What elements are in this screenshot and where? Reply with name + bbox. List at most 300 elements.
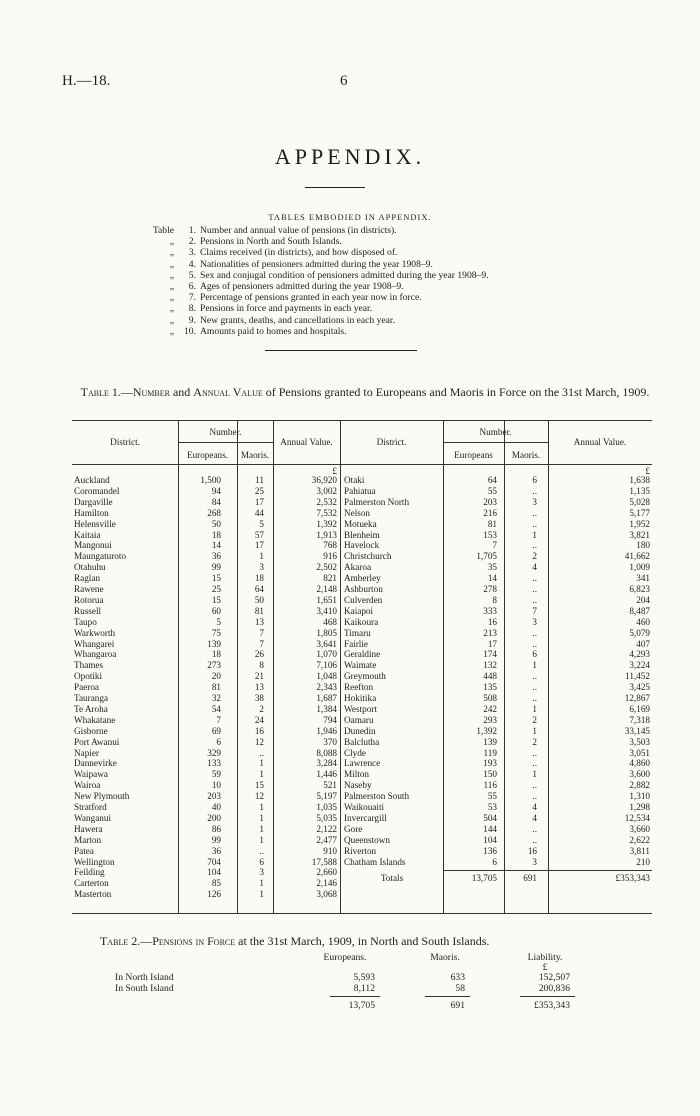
table1-europeans-value: 81 xyxy=(487,518,497,529)
table1-annual-value: 1,048 xyxy=(316,671,337,682)
table1-maoris-value: 12 xyxy=(254,736,264,747)
table1-annual-value: 1,070 xyxy=(316,649,337,660)
table1-maoris-value: .. xyxy=(259,845,264,856)
table1-annual-value: 2,343 xyxy=(316,682,337,693)
contents-item xyxy=(144,225,489,236)
table1-annual-value: 1,651 xyxy=(316,594,337,605)
table1-annual-value: 2,477 xyxy=(316,834,337,845)
table1-district-name: Whangaroa xyxy=(74,649,117,660)
table1-annual-value: 1,035 xyxy=(316,802,337,812)
table1-europeans-value: 36 xyxy=(211,551,221,562)
table1-europeans-value: 25 xyxy=(211,584,221,594)
contents-item-text: Ages of pensioners admitted during the year 1908–9. xyxy=(200,281,404,293)
table1-annual-value: 821 xyxy=(323,573,337,584)
table1-district-name: Raglan xyxy=(74,573,101,584)
table1-district-name: Clyde xyxy=(344,747,366,758)
table1-europeans-value: 116 xyxy=(483,780,497,791)
table1-annual-value: 17,588 xyxy=(311,856,337,867)
table1-europeans-value: 14 xyxy=(487,573,497,584)
table1-maoris-value: 3 xyxy=(532,616,537,627)
table1-europeans-value: 6 xyxy=(492,856,497,867)
table1-district-name: Coromandel xyxy=(74,485,120,496)
table2-totals-rule xyxy=(520,996,575,997)
contents-item xyxy=(144,236,489,247)
table1-europeans-value: 40 xyxy=(211,802,221,812)
contents-item-prefix: „ xyxy=(169,247,174,259)
table1-maoris-value: 25 xyxy=(254,485,264,496)
table1-europeans-value: 32 xyxy=(211,693,221,703)
table1-maoris-value: 4 xyxy=(532,562,537,573)
table1-maoris-value: 1 xyxy=(259,769,264,780)
table1-maoris-value: .. xyxy=(532,518,537,529)
table1-europeans-header: Europeans. xyxy=(186,450,229,460)
table1-europeans-value: 7 xyxy=(492,540,497,551)
table1-district-name: Thames xyxy=(74,660,104,671)
contents-item-text: New grants, deaths, and cancellations in each year. xyxy=(200,314,395,326)
table1-europeans-value: 50 xyxy=(211,518,221,529)
table1-caption-label: Table 1.—Number xyxy=(80,385,170,399)
table1-district-name: Wairoa xyxy=(74,780,101,791)
table1-europeans-value: 104 xyxy=(207,867,221,878)
table1-annual-value: 1,392 xyxy=(316,518,337,529)
table1-maoris-value: 6 xyxy=(532,649,537,660)
table1-annual-value: 6,823 xyxy=(629,584,650,594)
table1-district-name: Tauranga xyxy=(74,693,109,703)
table2-totals-rule xyxy=(330,996,380,997)
table2-caption-label: Table 2.—Pensions in Force xyxy=(100,934,236,948)
contents-item-prefix: „ xyxy=(169,292,174,304)
table1-europeans-value: 1,500 xyxy=(200,475,221,485)
table1-district-name: Dunedin xyxy=(344,725,376,736)
table1-europeans-value: 133 xyxy=(207,758,221,769)
table1-caption-rest: of Pensions granted to Europeans and Maoris in Force on the 31st March, 1909. xyxy=(262,385,650,399)
table1-maoris-header: Maoris. xyxy=(240,450,270,460)
table1-annual-value: 4,860 xyxy=(629,758,650,769)
table1-maoris-value: 3 xyxy=(259,867,264,878)
table1-annual-value: 3,224 xyxy=(629,660,650,671)
table1-annual-value: 3,600 xyxy=(629,769,650,780)
table1-annual-value: 1,946 xyxy=(316,725,337,736)
table1-europeans-header: Europeans xyxy=(454,450,493,460)
table1-europeans-value: 53 xyxy=(487,802,497,812)
table1-district-name: Palmerston North xyxy=(344,496,410,507)
table1-europeans-value: 18 xyxy=(211,529,221,540)
table1-maoris-value: 16 xyxy=(254,725,264,736)
table2-europeans-value: 5,593 xyxy=(353,972,375,983)
contents-item-prefix: „ xyxy=(169,269,174,281)
contents-item-text: Pensions in North and South Islands. xyxy=(200,236,342,248)
table1-maoris-value: .. xyxy=(532,682,537,693)
table1-maoris-value: .. xyxy=(532,780,537,791)
contents-item xyxy=(144,303,489,314)
table1-pound-sign: £ xyxy=(332,466,337,476)
contents-item-number: 8. xyxy=(188,303,196,315)
table1-totals-europeans: 13,705 xyxy=(471,873,497,884)
table1-europeans-value: 35 xyxy=(487,562,497,573)
table1-maoris-value: .. xyxy=(532,485,537,496)
table1-district-name: Paeroa xyxy=(74,682,99,693)
table1-maoris-value: .. xyxy=(532,594,537,605)
table1-district-name: Timaru xyxy=(344,627,371,638)
table1-annual-value: 5,197 xyxy=(316,791,337,802)
table1-district-name: Auckland xyxy=(74,475,110,485)
table1-annual-value: 12,534 xyxy=(624,812,650,823)
table1-annual-value: 341 xyxy=(636,573,650,584)
table1-district-name: Invercargill xyxy=(344,812,387,823)
table1-maoris-value: 7 xyxy=(259,638,264,649)
table1-maoris-value: 1 xyxy=(532,725,537,736)
table1-maoris-value: 15 xyxy=(254,780,264,791)
table1-maoris-value: 2 xyxy=(532,736,537,747)
table2-total-maoris: 691 xyxy=(450,1000,465,1011)
table1-europeans-value: 55 xyxy=(487,791,497,802)
table1-caption-annual: Annual Value xyxy=(193,385,263,399)
table1-district-name: Amberley xyxy=(344,573,381,584)
page-number: 6 xyxy=(340,73,348,89)
table1-maoris-value: 8 xyxy=(259,660,264,671)
contents-item-text: Amounts paid to homes and hospitals. xyxy=(200,325,347,337)
contents-item-prefix: „ xyxy=(169,314,174,326)
table1-europeans-value: 144 xyxy=(483,823,497,834)
table2-total-europeans: 13,705 xyxy=(348,1000,375,1011)
table1-district-name: Helensville xyxy=(74,518,116,529)
table1-maoris-value: 1 xyxy=(259,889,264,900)
table1-europeans-value: 193 xyxy=(483,758,497,769)
table1-annual-value: 1,135 xyxy=(629,485,650,496)
table2-total-liability: £353,343 xyxy=(534,1000,570,1011)
table1-europeans-value: 139 xyxy=(483,736,497,747)
table1-europeans-value: 200 xyxy=(207,812,221,823)
table1-district-name: Westport xyxy=(344,703,377,714)
table1-annual-value: 1,310 xyxy=(629,791,650,802)
contents-rule xyxy=(265,350,417,351)
table1-district-name: Maungaturoto xyxy=(74,551,127,562)
table1-district-name: Riverton xyxy=(344,845,377,856)
table1-district-name: New Plymouth xyxy=(74,791,130,802)
table1-europeans-value: 36 xyxy=(211,845,221,856)
contents-item-number: 1. xyxy=(188,225,196,236)
table1-europeans-value: 119 xyxy=(483,747,497,758)
contents-item-number: 5. xyxy=(188,269,196,281)
table1-maoris-value: 2 xyxy=(532,551,537,562)
table1-maoris-value: 17 xyxy=(254,540,264,551)
table1-maoris-value: .. xyxy=(532,834,537,845)
table1-annual-value: 5,177 xyxy=(629,507,650,518)
table1-district-name: Kaikoura xyxy=(344,616,379,627)
table1-annual-value: 2,502 xyxy=(316,562,337,573)
table1-europeans-value: 64 xyxy=(487,475,497,485)
appendix-title: APPENDIX. xyxy=(274,144,426,169)
table1-annual-value: 41,662 xyxy=(624,551,650,562)
table2-pound-sign: £ xyxy=(542,962,548,973)
table1-maoris-value: 1 xyxy=(259,823,264,834)
table1-district-name: Culverden xyxy=(344,594,383,605)
table1-district-name: Dargaville xyxy=(74,496,113,507)
table1-maoris-value: 1 xyxy=(259,812,264,823)
table1-district-name: Rotorua xyxy=(74,594,104,605)
table1-annual-value: 3,410 xyxy=(316,605,337,616)
table1-maoris-value: 7 xyxy=(532,605,537,616)
table1-district-name: Lawrence xyxy=(344,758,381,769)
table1-europeans-value: 1,392 xyxy=(476,725,497,736)
table1-europeans-value: 6 xyxy=(216,736,221,747)
table1-europeans-value: 333 xyxy=(483,605,497,616)
table1-maoris-value: 12 xyxy=(254,791,264,802)
table1-europeans-value: 55 xyxy=(487,485,497,496)
table1-maoris-value: 1 xyxy=(532,529,537,540)
table1-district-name: Milton xyxy=(344,769,370,780)
table1-europeans-value: 132 xyxy=(483,660,497,671)
table1-totals-label: Totals xyxy=(380,873,404,884)
contents-item xyxy=(144,315,489,326)
table1-district-name: Balclutha xyxy=(344,736,380,747)
table1-district-name: Port Awanui xyxy=(74,736,120,747)
table1-district-name: Rawene xyxy=(74,584,104,594)
table1-annual-value: 7,106 xyxy=(316,660,337,671)
table1-europeans-value: 242 xyxy=(483,703,497,714)
table1-europeans-value: 126 xyxy=(207,889,221,900)
table1-maoris-value: 4 xyxy=(532,812,537,823)
contents-item xyxy=(144,326,489,337)
table1-europeans-value: 139 xyxy=(207,638,221,649)
table1-maoris-header: Maoris. xyxy=(511,450,541,460)
table1-district-name: Naseby xyxy=(344,780,372,791)
table1-annual-value: 370 xyxy=(323,736,337,747)
table2-liability-value: 200,836 xyxy=(538,983,570,994)
contents-item-prefix: „ xyxy=(169,303,174,315)
table1-district-name: Marton xyxy=(74,834,102,845)
table1-europeans-value: 268 xyxy=(207,507,221,518)
table1-europeans-value: 135 xyxy=(483,682,497,693)
contents-list xyxy=(144,225,489,337)
table1-maoris-value: .. xyxy=(532,758,537,769)
table1-annual-value: 2,882 xyxy=(629,780,650,791)
table1-maoris-value: 44 xyxy=(254,507,264,518)
table1-district-name: Te Aroha xyxy=(74,703,108,714)
table1-europeans-value: 94 xyxy=(211,485,221,496)
table1-europeans-value: 86 xyxy=(211,823,221,834)
table1-district-name: Hamilton xyxy=(74,507,109,518)
table1-district-name: Havelock xyxy=(344,540,380,551)
table1-annual-value: 3,425 xyxy=(629,682,650,693)
table1-europeans-value: 17 xyxy=(487,638,497,649)
table1-annual-value: 8,088 xyxy=(316,747,337,758)
table1-annual-value: 910 xyxy=(323,845,337,856)
table1-maoris-value: 1 xyxy=(259,878,264,889)
table1-number-rule-right xyxy=(443,442,548,443)
table1-maoris-value: 13 xyxy=(254,682,264,693)
table1-maoris-value: 5 xyxy=(259,518,264,529)
table1-europeans-value: 203 xyxy=(207,791,221,802)
table1-europeans-value: 5 xyxy=(216,616,221,627)
table1-district-name: Pahiatua xyxy=(344,485,376,496)
table1-europeans-value: 153 xyxy=(483,529,497,540)
table1-maoris-value: 3 xyxy=(532,496,537,507)
contents-item-prefix: „ xyxy=(169,325,174,337)
table1-annual-value: 1,687 xyxy=(316,693,337,703)
table1-annual-value: 1,805 xyxy=(316,627,337,638)
table1-maoris-value: 6 xyxy=(532,475,537,485)
table1-annual-value: 407 xyxy=(636,638,650,649)
table2-caption-rest: at the 31st March, 1909, in North and South Islands. xyxy=(235,934,490,948)
table1-district-name: Wanganui xyxy=(74,812,112,823)
table1-value-header: Annual Value. xyxy=(280,437,333,447)
contents-item-text: Percentage of pensions granted in each year now in force. xyxy=(200,292,422,304)
table2-caption xyxy=(100,934,489,949)
contents-item-number: 2. xyxy=(188,236,196,248)
contents-item-number: 6. xyxy=(188,281,196,293)
table1-europeans-value: 150 xyxy=(483,769,497,780)
table1-europeans-value: 99 xyxy=(211,834,221,845)
table1-district-name: Carterton xyxy=(74,878,109,889)
table1-district-name: Christchurch xyxy=(344,551,392,562)
table1-district-name: Kaiapoi xyxy=(344,605,374,616)
table1-maoris-value: 1 xyxy=(532,769,537,780)
table2-europeans-header: Europeans. xyxy=(323,952,367,963)
table1-district-name: Geraldine xyxy=(344,649,381,660)
table1-europeans-value: 216 xyxy=(483,507,497,518)
contents-item-number: 4. xyxy=(188,258,196,270)
table2-europeans-value: 8,112 xyxy=(353,983,375,994)
table1-district-name: Blenheim xyxy=(344,529,380,540)
table1-maoris-value: 2 xyxy=(532,714,537,725)
table1-maoris-value: .. xyxy=(259,747,264,758)
table2-totals-rule xyxy=(425,996,470,997)
table1-maoris-value: .. xyxy=(532,540,537,551)
table1-district-name: Chatham Islands xyxy=(344,856,406,867)
table1-annual-value: 1,298 xyxy=(629,802,650,812)
contents-item-text: Nationalities of pensioners admitted during the year 1908–9. xyxy=(200,258,433,270)
table1-europeans-value: 704 xyxy=(207,856,221,867)
table1-europeans-value: 59 xyxy=(211,769,221,780)
contents-item-text: Claims received (in districts), and how disposed of. xyxy=(200,247,398,259)
table1-maoris-value: .. xyxy=(532,823,537,834)
title-rule xyxy=(305,187,365,188)
table1-maoris-value: .. xyxy=(532,638,537,649)
table1-district-name: Hokitika xyxy=(344,693,377,703)
table1-district-name: Waimate xyxy=(344,660,377,671)
table2-maoris-value: 633 xyxy=(450,972,465,983)
table1-europeans-value: 7 xyxy=(216,714,221,725)
table1-europeans-value: 213 xyxy=(483,627,497,638)
table1-maoris-value: .. xyxy=(532,791,537,802)
table1-number-rule-left xyxy=(178,442,273,443)
table1-europeans-value: 75 xyxy=(211,627,221,638)
table1-bottom-rule xyxy=(72,913,652,914)
table1-annual-value: 3,503 xyxy=(629,736,650,747)
table1-annual-value: 5,035 xyxy=(316,812,337,823)
table2-liability-value: 152,507 xyxy=(538,972,570,983)
table1-annual-value: 2,622 xyxy=(629,834,650,845)
table1-europeans-value: 20 xyxy=(211,671,221,682)
table1-maoris-value: .. xyxy=(532,747,537,758)
contents-item-text: Sex and conjugal condition of pensioners admitted during the year 1908–9. xyxy=(200,269,489,281)
table1-europeans-value: 504 xyxy=(483,812,497,823)
table1-district-name: Napier xyxy=(74,747,99,758)
table1-europeans-value: 174 xyxy=(483,649,497,660)
table1-district-name: Opotiki xyxy=(74,671,103,682)
table1-district-name: Fairlie xyxy=(344,638,368,649)
table1-maoris-value: 21 xyxy=(254,671,264,682)
table1-europeans-value: 18 xyxy=(211,649,221,660)
table1-annual-value: 7,532 xyxy=(316,507,337,518)
table1-europeans-value: 329 xyxy=(207,747,221,758)
table1-district-name: Hawera xyxy=(74,823,103,834)
table1-district-name: Waipawa xyxy=(74,769,108,780)
table1-district-name: Waikouaiti xyxy=(344,802,385,812)
table1-maoris-value: 13 xyxy=(254,616,264,627)
table1-maoris-value: 1 xyxy=(259,802,264,812)
table1-annual-value: 180 xyxy=(636,540,650,551)
table1-annual-value: 5,028 xyxy=(629,496,650,507)
table1-district-name: Reefton xyxy=(344,682,374,693)
table1-maoris-value: 50 xyxy=(254,594,264,605)
table1-annual-value: 521 xyxy=(323,780,337,791)
table1-annual-value: 36,920 xyxy=(311,475,337,485)
table1-maoris-value: 2 xyxy=(259,703,264,714)
table1-district-name: Feilding xyxy=(74,867,105,878)
table1-annual-value: 12,867 xyxy=(624,693,650,703)
table1-maoris-value: 11 xyxy=(255,475,264,485)
table1-district-name: Russell xyxy=(74,605,102,616)
table1-europeans-value: 81 xyxy=(211,682,221,693)
table1-annual-value: 3,660 xyxy=(629,823,650,834)
table1-district-name: Nelson xyxy=(344,507,371,518)
table1-annual-value: 460 xyxy=(636,616,650,627)
table1-annual-value: 1,009 xyxy=(629,562,650,573)
table1-maoris-value: 17 xyxy=(254,496,264,507)
table1-maoris-value: 7 xyxy=(259,627,264,638)
table1-annual-value: 3,284 xyxy=(316,758,337,769)
table1-district-name: Otaki xyxy=(344,475,365,485)
table1-maoris-value: 57 xyxy=(254,529,264,540)
table1-europeans-value: 104 xyxy=(483,834,497,845)
table2-island-label: In South Island xyxy=(115,983,174,994)
table1-district-name: Ashburton xyxy=(344,584,383,594)
table1-district-name: Greymouth xyxy=(344,671,386,682)
table1-district-name: Whangarei xyxy=(74,638,115,649)
table1-maoris-value: 16 xyxy=(527,845,537,856)
table1-annual-value: 2,122 xyxy=(316,823,337,834)
contents-item-text: Number and annual value of pensions (in districts). xyxy=(200,225,397,236)
table1-district-name: Akaroa xyxy=(344,562,372,573)
table1-caption-mid: and xyxy=(169,385,194,399)
contents-heading: TABLES EMBODIED IN APPENDIX. xyxy=(268,212,432,222)
table1-europeans-value: 1,705 xyxy=(476,551,497,562)
table1-europeans-value: 69 xyxy=(211,725,221,736)
table1-maoris-value: 1 xyxy=(259,834,264,845)
table1-annual-value: 794 xyxy=(323,714,337,725)
table1-district-name: Gisborne xyxy=(74,725,108,736)
table1-europeans-value: 60 xyxy=(211,605,221,616)
table1-annual-value: 3,068 xyxy=(316,889,337,900)
table1-annual-value: 210 xyxy=(636,856,650,867)
table1-annual-value: 1,913 xyxy=(316,529,337,540)
table1-totals-rule xyxy=(443,870,652,871)
table1-europeans-value: 54 xyxy=(211,703,221,714)
table1-pound-sign: £ xyxy=(645,466,650,476)
table1-annual-value: 2,532 xyxy=(316,496,337,507)
table1-district-name: Mangonui xyxy=(74,540,112,551)
contents-item-text: Pensions in force and payments in each year. xyxy=(200,303,373,315)
table1-maoris-value: 81 xyxy=(254,605,264,616)
table1-district-name: Oamaru xyxy=(344,714,374,725)
contents-item-number: 3. xyxy=(188,247,196,259)
table1-totals-maoris: 691 xyxy=(523,873,537,884)
contents-item xyxy=(144,247,489,258)
contents-item xyxy=(144,259,489,270)
table1-annual-value: 3,051 xyxy=(629,747,650,758)
